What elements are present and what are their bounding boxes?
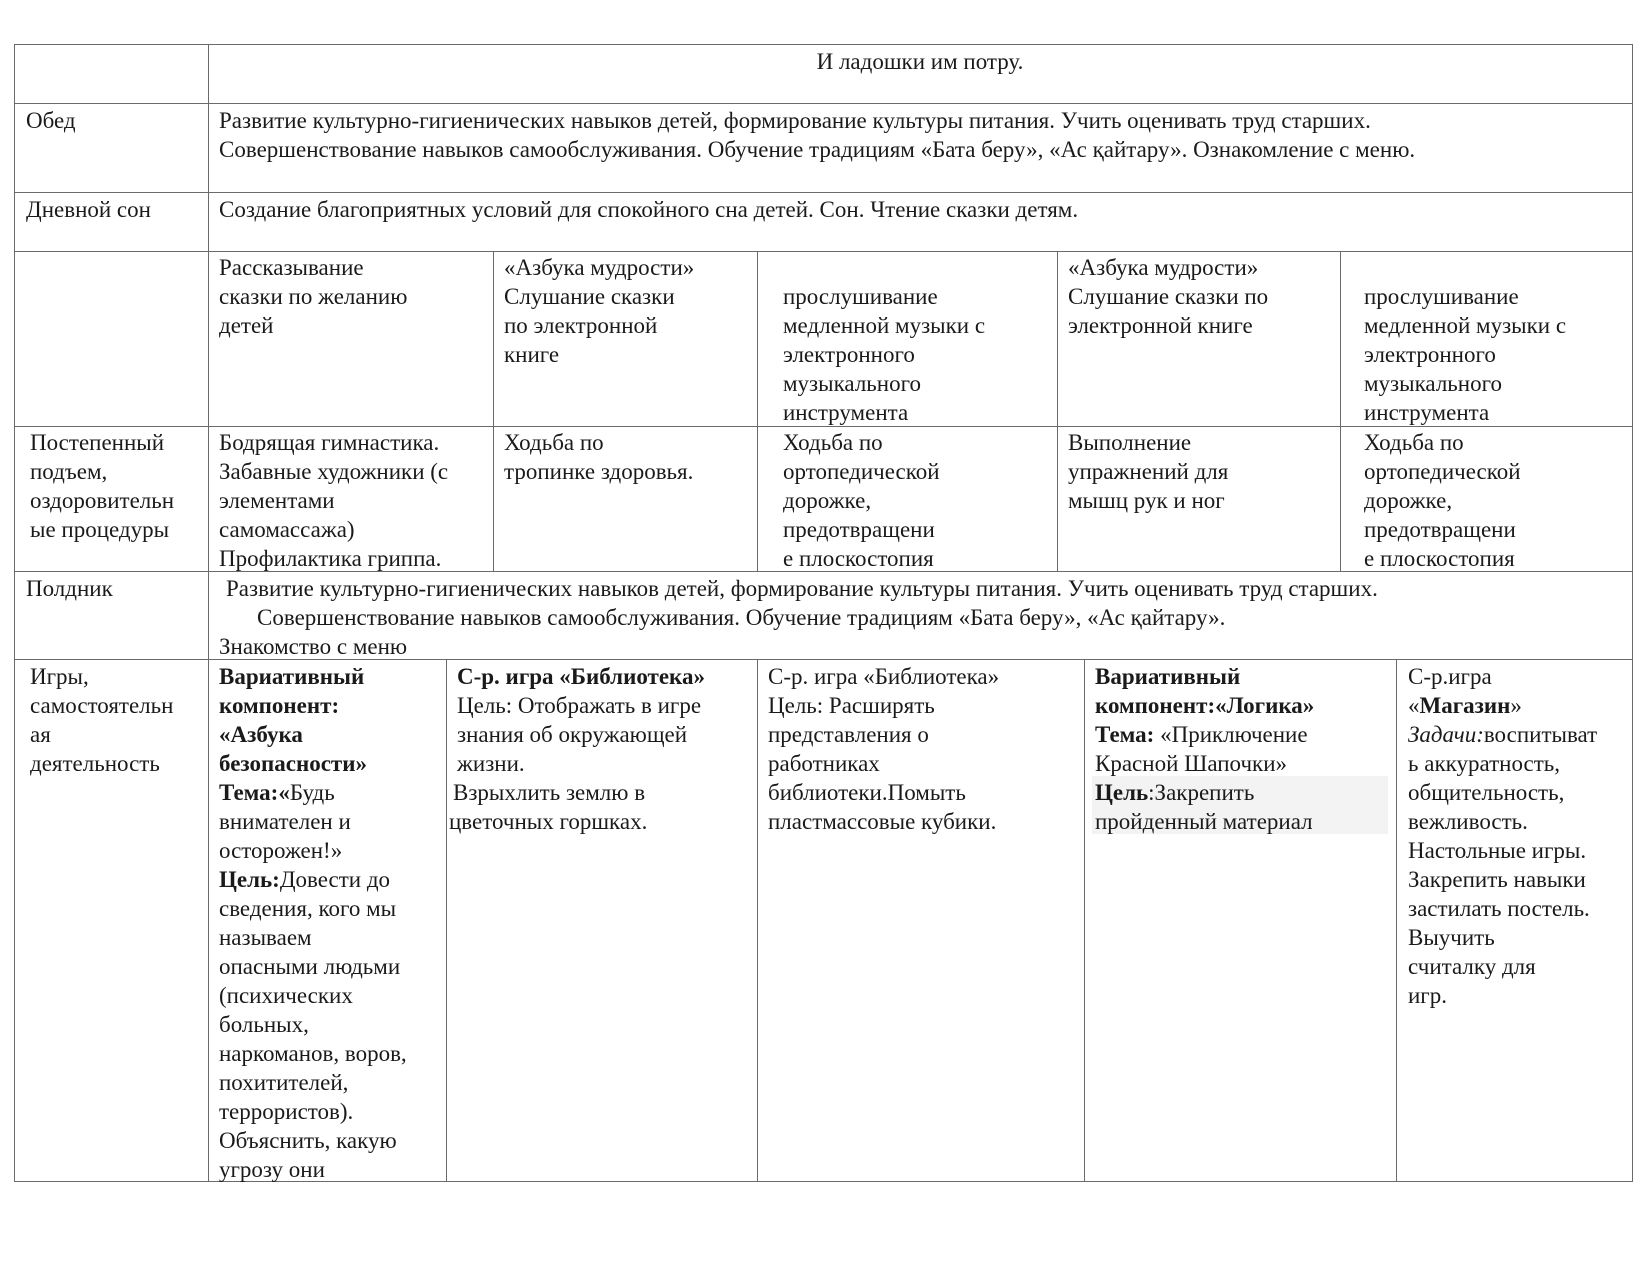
games-mon-goal: Довести до сведения, кого мы называем опасными людьми (психических больных, наркоманов, воров, похитителей, террористов). Объяснить, какую угрозу они [219, 867, 407, 1182]
games-thu-topic-label: Тема: [1095, 722, 1155, 747]
games-fri-tasks-label: Задачи: [1408, 722, 1484, 747]
games-mon-title: Вариативный компонент: «Азбука безопасности» [219, 664, 367, 776]
wakeup-wed: Ходьба по ортопедической дорожке, предотвращени е плоскостопия [783, 430, 940, 571]
games-thu-topic: «Приключение Красной Шапочки» [1095, 722, 1308, 776]
games-tue-goal: Цель: Отображать в игре знания об окружающей жизни. [457, 693, 702, 776]
snack-line-1: Развитие культурно-гигиенических навыков детей, формирование культуры питания. Учить оценивать труд старших. [226, 576, 1378, 601]
games-tue-title: С-р. игра «Библиотека» [457, 664, 705, 689]
wakeup-tue: Ходьба по тропинке здоровья. [504, 430, 694, 484]
wakeup-thu: Выполнение упражнений для мышц рук и ног [1068, 430, 1229, 513]
sleep-activity-mon: Рассказывание сказки по желанию детей [219, 255, 408, 338]
lunch-text: Развитие культурно-гигиенических навыков детей, формирование культуры питания. Учить оценивать труд старших. Совершенствование навыков самообслуживания. Обучение традициям «Бата беру», «Ас қайтару». Ознакомление с меню. [219, 108, 1416, 162]
games-wed: С-р. игра «Библиотека» Цель: Расширять представления о работниках библиотеки.Помыть пластмассовые кубики. [768, 664, 1000, 834]
games-thu-title: Вариативный компонент:«Логика» [1095, 664, 1315, 718]
games-mon-goal-label: Цель: [219, 867, 280, 892]
games-fri-game-name: Магазин [1419, 693, 1511, 718]
sleep-activity-tue: «Азбука мудрости» Слушание сказки по электронной книге [504, 255, 695, 367]
games-tue [457, 662, 755, 778]
games-mon-topic: Будь внимателен и осторожен!» [219, 780, 351, 863]
nap-text: Создание благоприятных условий для спокойного сна детей. Сон. Чтение сказки детям. [219, 197, 1079, 222]
sleep-activity-wed: прослушивание медленной музыки с электронного музыкального инструмента [783, 284, 986, 425]
games-fri [1408, 662, 1630, 1010]
games-fri-tasks: воспитыват ь аккуратность, общительность, вежливость. Настольные игры. Закрепить навыки застилать постель. Выучить считалку для игр. [1408, 722, 1598, 1008]
snack-line-3: Знакомство с меню [219, 634, 408, 659]
games-mon [219, 662, 445, 1184]
top-row-text: И ладошки им потру. [816, 49, 1024, 74]
snack-line-2: Совершенствование навыков самообслуживания. Обучение традициям «Бата беру», «Ас қайтару». [257, 605, 1226, 630]
sleep-activity-thu: «Азбука мудрости» Слушание сказки по электронной книге [1068, 255, 1269, 338]
games-label: Игры, самостоятельн ая деятельность [30, 664, 174, 776]
games-thu [1095, 662, 1393, 836]
lunch-label: Обед [26, 108, 76, 133]
games-thu-goal-label: Цель [1095, 780, 1149, 805]
games-mon-topic-label: Тема:« [219, 780, 290, 805]
games-fri-game-prefix: С-р.игра « [1408, 664, 1492, 718]
games-thu-goal: :Закрепить пройденный материал [1095, 780, 1313, 834]
games-tue-work: Взрыхлить землю в цветочных горшках. [449, 780, 648, 834]
snack-label: Полдник [26, 576, 113, 601]
wakeup-mon: Бодрящая гимнастика. Забавные художники (с элементами самомассажа) Профилактика гриппа. [219, 430, 449, 571]
wakeup-label: Постепенный подъем, оздоровительн ые процедуры [30, 430, 175, 542]
nap-label: Дневной сон [26, 197, 151, 222]
games-fri-game-suffix: » [1510, 693, 1522, 718]
wakeup-fri: Ходьба по ортопедической дорожке, предотвращени е плоскостопия [1364, 430, 1521, 571]
sleep-activity-fri: прослушивание медленной музыки с электронного музыкального инструмента [1364, 284, 1567, 425]
